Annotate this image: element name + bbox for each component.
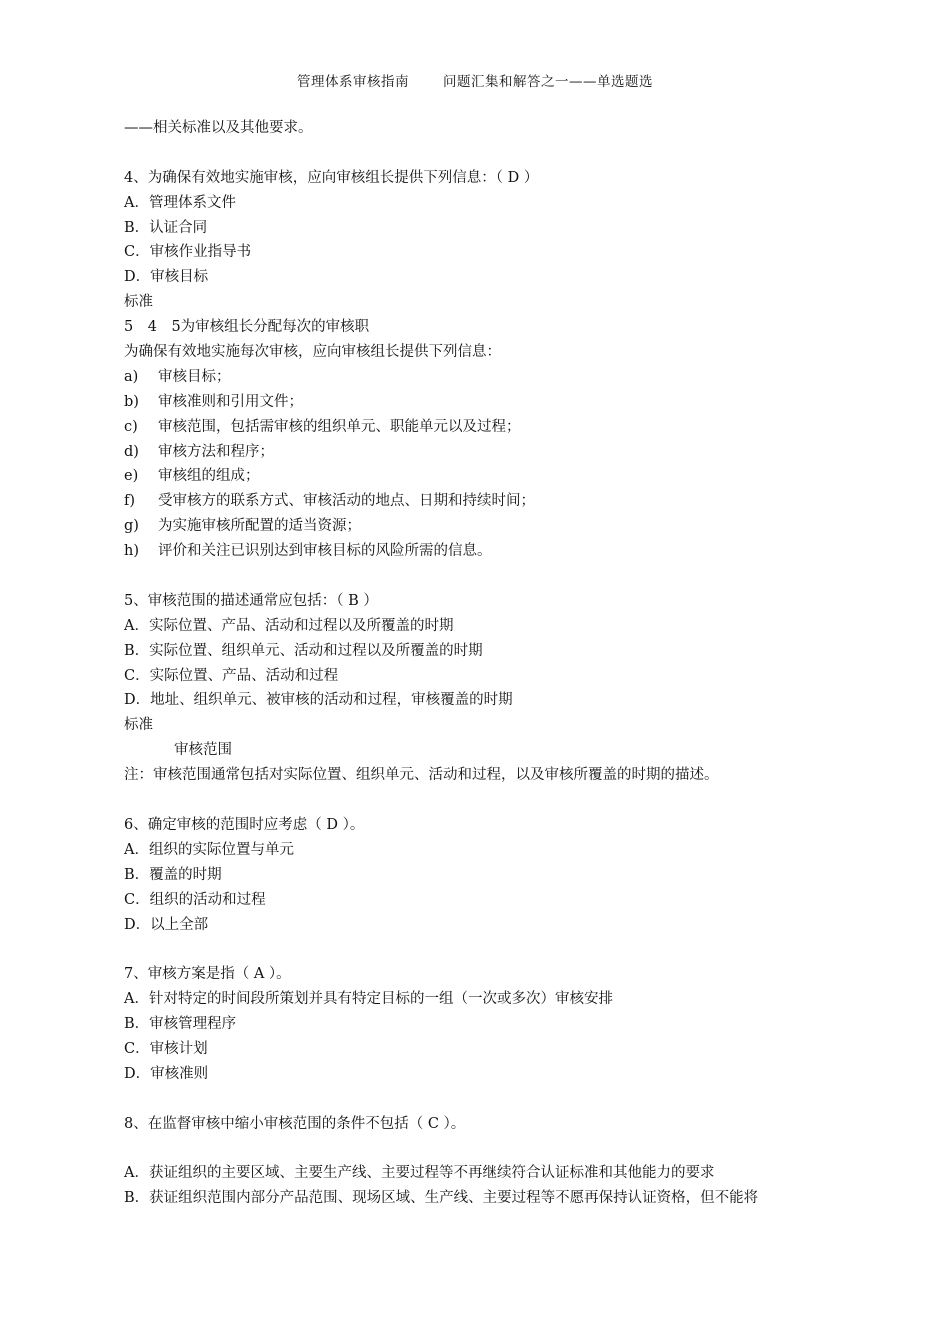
line-text: 4、为确保有效地实施审核，应向审核组长提供下列信息：（ D ） <box>124 169 539 186</box>
text-line <box>124 1112 864 1137</box>
text-line <box>124 1062 864 1087</box>
text-line <box>124 863 864 888</box>
text-line <box>124 240 864 265</box>
text-line <box>124 340 864 365</box>
line-text: 为确保有效地实施每次审核，应向审核组长提供下列信息： <box>124 344 501 361</box>
list-item-marker: h) <box>124 543 139 560</box>
list-item-marker: d) <box>124 443 139 460</box>
line-text: A．实际位置、产品、活动和过程以及所覆盖的时期 <box>124 617 454 634</box>
line-text: C．组织的活动和过程 <box>124 891 266 908</box>
line-text: 6、确定审核的范围时应考虑（ D ）。 <box>124 816 365 833</box>
text-line <box>124 191 864 216</box>
list-item-marker: e) <box>124 468 139 485</box>
line-text: 8、在监督审核中缩小审核范围的条件不包括（ C ）。 <box>124 1115 466 1132</box>
line-text: D．地址、组织单元、被审核的活动和过程，审核覆盖的时期 <box>124 692 513 709</box>
line-text: 审核组的组成； <box>158 468 260 485</box>
line-text: 审核方法和程序； <box>158 443 274 460</box>
text-line <box>124 688 864 713</box>
text-line <box>124 116 864 141</box>
text-line <box>124 913 864 938</box>
blank-line <box>124 937 864 962</box>
document-body <box>124 116 864 1211</box>
list-item <box>124 489 864 514</box>
text-line <box>124 265 864 290</box>
text-line <box>124 838 864 863</box>
blank-line <box>124 564 864 589</box>
list-item-marker: c) <box>124 418 138 435</box>
text-line <box>124 166 864 191</box>
text-line <box>124 962 864 987</box>
line-text: 5、审核范围的描述通常应包括：（ B ） <box>124 592 378 609</box>
line-text: 受审核方的联系方式、审核活动的地点、日期和持续时间； <box>158 493 535 510</box>
text-line <box>124 738 864 763</box>
line-text: ——相关标准以及其他要求。 <box>124 120 313 136</box>
line-text: 审核目标； <box>158 368 231 385</box>
line-text: A．管理体系文件 <box>124 194 236 211</box>
line-text: B．覆盖的时期 <box>124 866 222 883</box>
line-text: 审核准则和引用文件； <box>158 393 303 410</box>
list-item <box>124 440 864 465</box>
text-line <box>124 987 864 1012</box>
text-line <box>124 888 864 913</box>
blank-line <box>124 1087 864 1112</box>
line-text: 注：审核范围通常包括对实际位置、组织单元、活动和过程，以及审核所覆盖的时期的描述。 <box>124 767 719 784</box>
text-line <box>124 1161 864 1186</box>
text-line <box>124 1037 864 1062</box>
line-text: 评价和关注已识别达到审核目标的风险所需的信息。 <box>158 543 492 560</box>
header-title-right: 问题汇集和解答之一——单选题选 <box>443 74 653 90</box>
blank-line <box>124 1137 864 1162</box>
text-line <box>124 216 864 241</box>
list-item <box>124 464 864 489</box>
line-text: 审核范围 <box>174 742 232 759</box>
text-line <box>124 1012 864 1037</box>
list-item-marker: a) <box>124 368 139 385</box>
text-line <box>124 290 864 315</box>
text-line <box>124 589 864 614</box>
line-text: D．审核目标 <box>124 269 209 286</box>
list-item-marker: b) <box>124 393 139 410</box>
list-item-marker: f) <box>124 493 136 510</box>
page-header <box>0 70 950 90</box>
line-text: D．审核准则 <box>124 1065 209 1082</box>
blank-line <box>124 788 864 813</box>
list-item <box>124 539 864 564</box>
line-text: B．认证合同 <box>124 219 208 236</box>
line-text: B．实际位置、组织单元、活动和过程以及所覆盖的时期 <box>124 642 483 659</box>
text-line <box>124 1186 864 1211</box>
list-item <box>124 365 864 390</box>
line-text: 审核范围，包括需审核的组织单元、职能单元以及过程； <box>158 418 521 435</box>
line-text: A．获证组织的主要区域、主要生产线、主要过程等不再继续符合认证标准和其他能力的要求 <box>124 1165 715 1182</box>
list-item <box>124 415 864 440</box>
line-text: C．实际位置、产品、活动和过程 <box>124 667 339 684</box>
line-text: B．获证组织范围内部分产品范围、现场区域、生产线、主要过程等不愿再保持认证资格，但不能将 <box>124 1190 759 1207</box>
line-text: 7、审核方案是指（ A ）。 <box>124 966 291 983</box>
line-text: B．审核管理程序 <box>124 1016 237 1033</box>
line-text: 为实施审核所配置的适当资源； <box>158 518 361 535</box>
text-line <box>124 614 864 639</box>
text-line <box>124 763 864 788</box>
text-line <box>124 639 864 664</box>
line-text: C．审核作业指导书 <box>124 244 252 261</box>
text-line <box>124 664 864 689</box>
text-line <box>124 713 864 738</box>
line-text: 标准 <box>124 717 153 734</box>
line-text: D．以上全部 <box>124 916 209 933</box>
list-item <box>124 514 864 539</box>
line-text: C．审核计划 <box>124 1040 208 1057</box>
line-text: A．针对特定的时间段所策划并具有特定目标的一组（一次或多次）审核安排 <box>124 991 613 1008</box>
list-item-marker: g) <box>124 518 139 535</box>
text-line <box>124 315 864 340</box>
blank-line <box>124 141 864 166</box>
list-item <box>124 390 864 415</box>
line-text: 5 4 5为审核组长分配每次的审核职 <box>124 319 370 336</box>
text-line <box>124 813 864 838</box>
line-text: A．组织的实际位置与单元 <box>124 841 294 858</box>
header-title-left: 管理体系审核指南 <box>297 74 409 90</box>
line-text: 标准 <box>124 294 153 311</box>
